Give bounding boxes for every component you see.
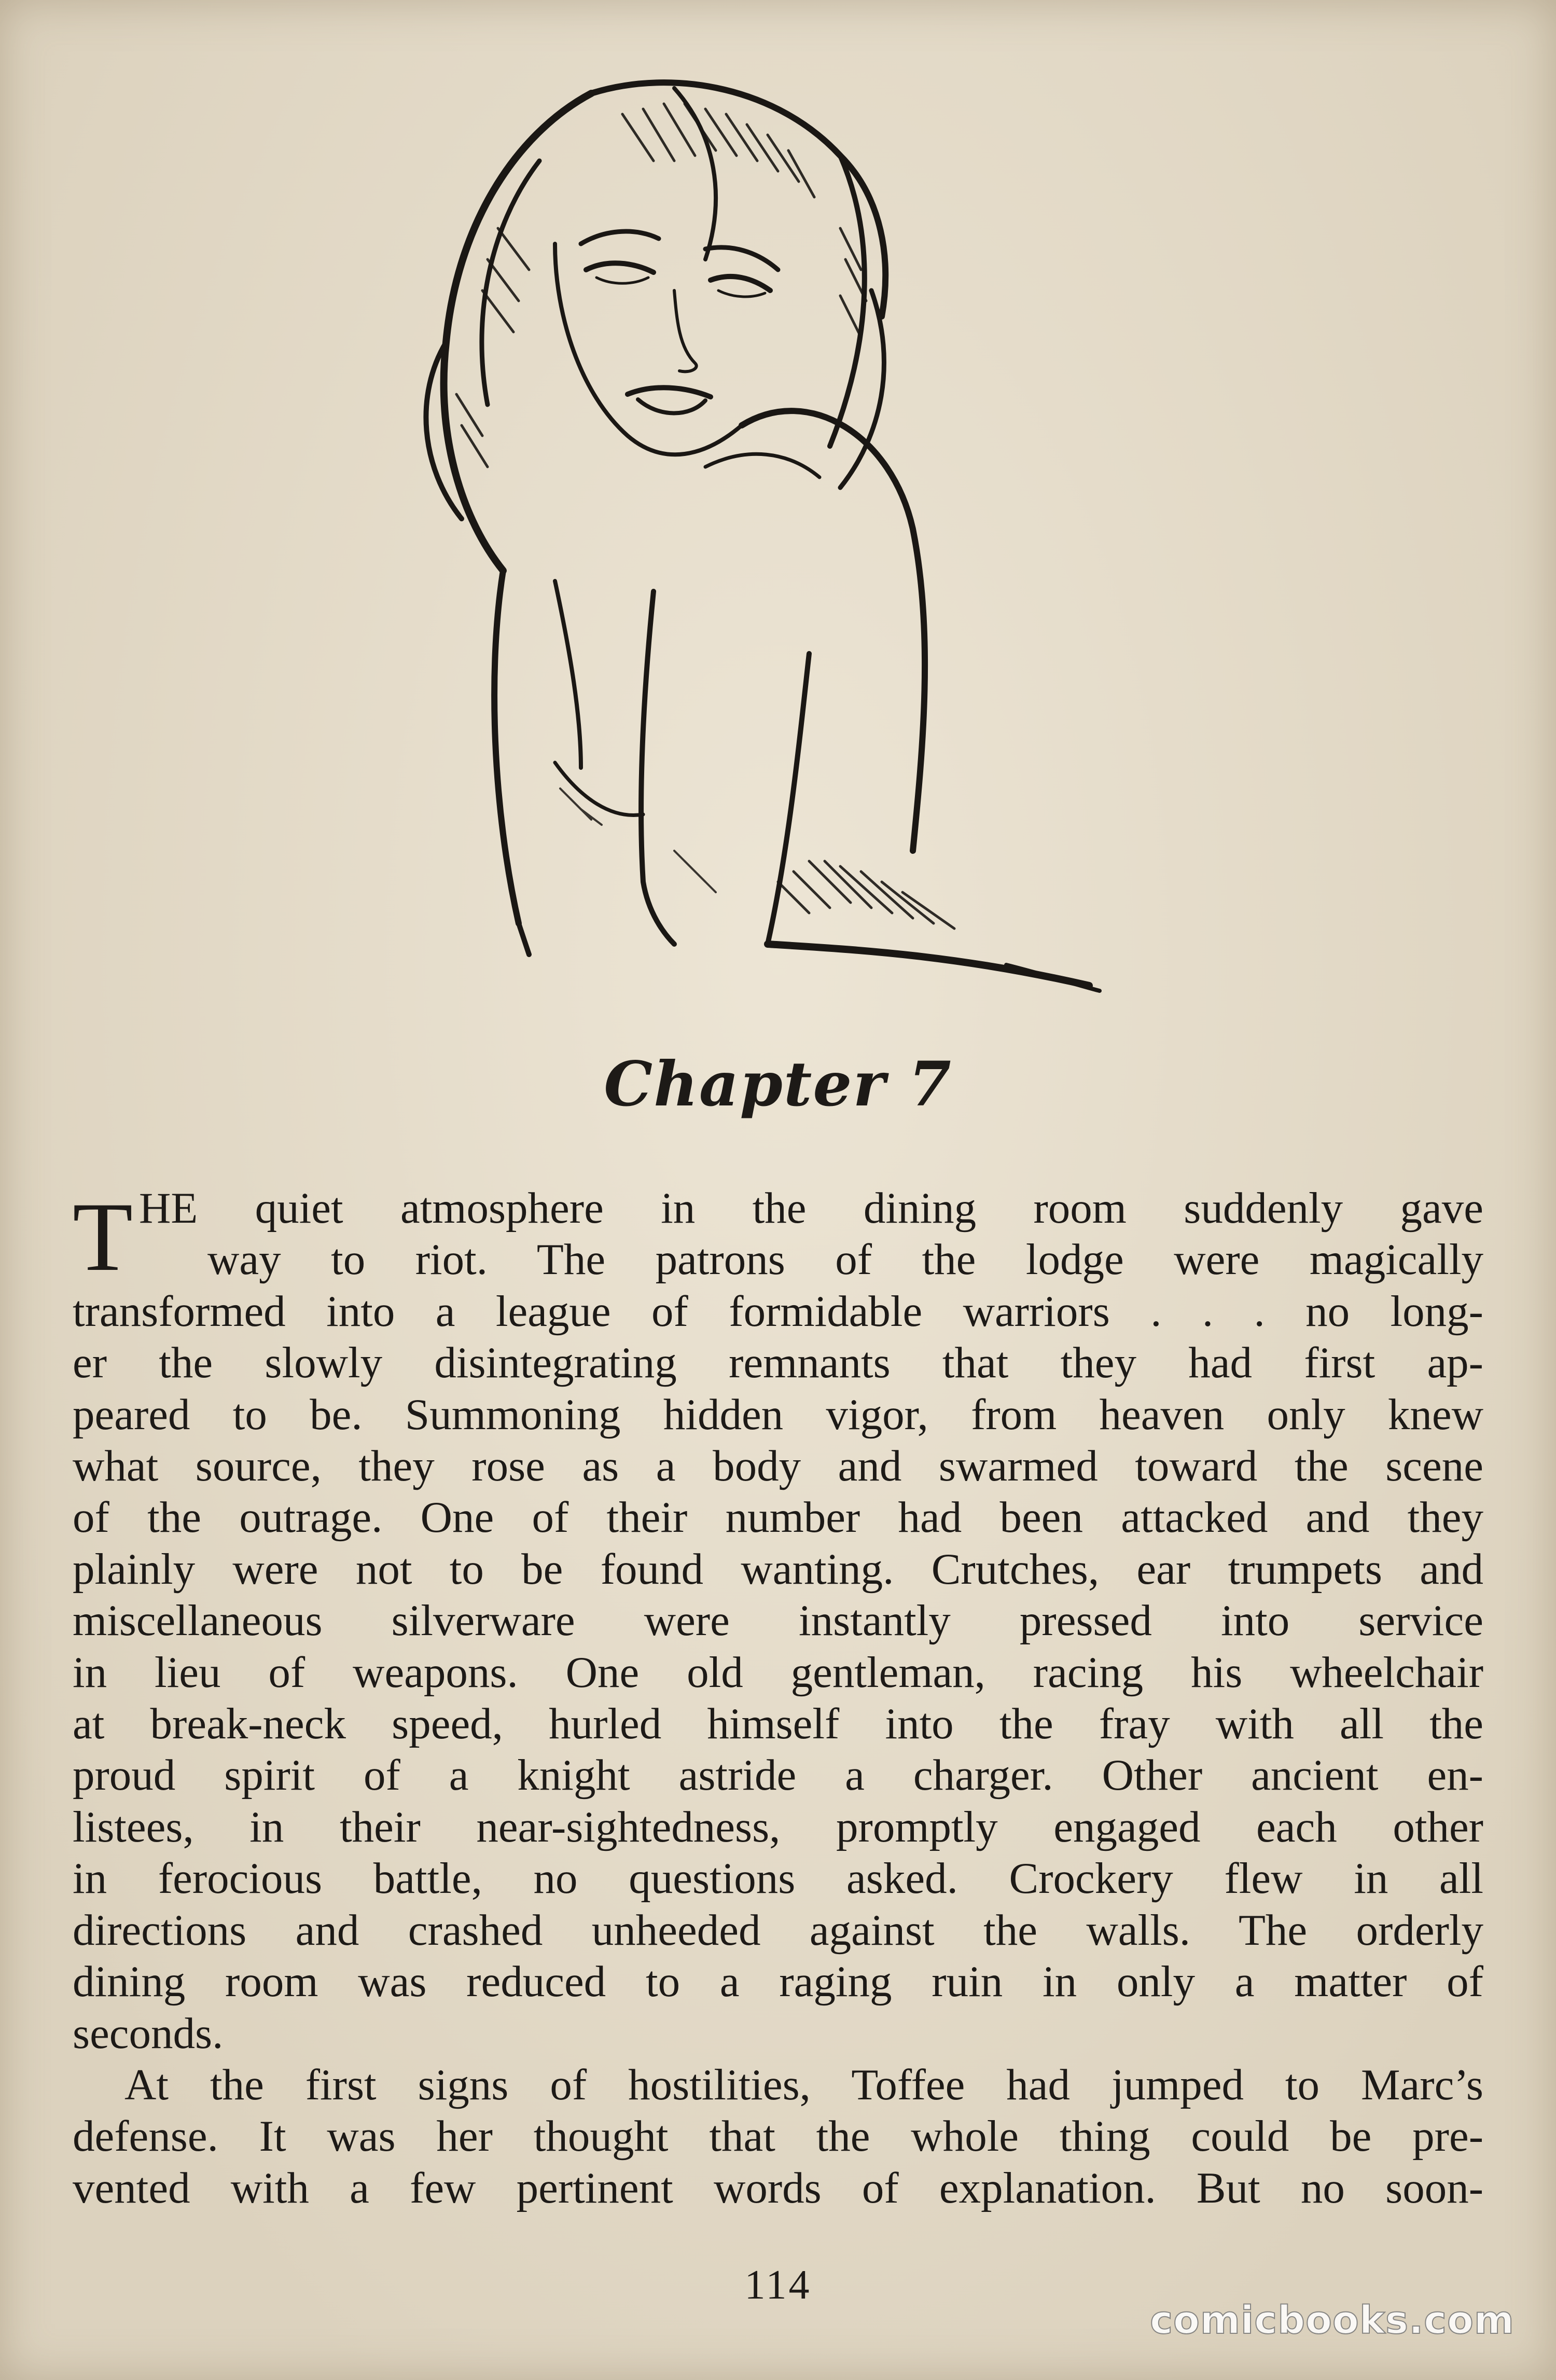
text-line: way to riot. The patrons of the lodge were magically (207, 1235, 1483, 1284)
text-line: At the first signs of hostilities, Toffee had jumped to Marc’s (124, 2060, 1483, 2109)
text-line: in lieu of weapons. One old gentleman, racing his wheelchair (73, 1648, 1483, 1697)
text-line: dining room was reduced to a raging ruin in only a matter of (73, 1957, 1483, 2007)
text-line: of the outrage. One of their number had been attacked and they (73, 1493, 1483, 1542)
text-line: plainly were not to be found wanting. Crutches, ear trumpets and (73, 1544, 1483, 1594)
text-line: seconds. (73, 2009, 224, 2058)
text-line: what source, they rose as a body and swarmed toward the scene (73, 1442, 1483, 1491)
drop-cap: T (73, 1183, 133, 1292)
text-line: at break-neck speed, hurled himself into the fray with all the (73, 1699, 1483, 1749)
text-line: listees, in their near-sightedness, promptly engaged each other (73, 1802, 1483, 1851)
text-line: defense. It was her thought that the whole thing could be pre- (73, 2112, 1483, 2161)
text-line: in ferocious battle, no questions asked. Crockery flew in all (73, 1854, 1483, 1903)
watermark: comicbooks.com (1150, 2298, 1515, 2343)
text-line: HE quiet atmosphere in the dining room suddenly gave (139, 1184, 1483, 1233)
page-number: 114 (744, 2262, 812, 2308)
text-line: er the slowly disintegrating remnants that they had first ap- (73, 1338, 1483, 1388)
text-line: peared to be. Summoning hidden vigor, from heaven only knew (73, 1390, 1483, 1439)
text-line: miscellaneous silverware were instantly pressed into service (73, 1596, 1483, 1645)
text-line: directions and crashed unheeded against the walls. The orderly (73, 1905, 1483, 1955)
chapter-title: Chapter 7 (604, 1048, 952, 1120)
text-line: vented with a few pertinent words of explanation. But no soon- (73, 2163, 1483, 2212)
portrait-illustration (384, 73, 1172, 1027)
text-line: proud spirit of a knight astride a charger. Other ancient en- (73, 1751, 1483, 1800)
text-line: transformed into a league of formidable warriors . . . no long- (73, 1286, 1483, 1336)
body-text (73, 1183, 1483, 2214)
